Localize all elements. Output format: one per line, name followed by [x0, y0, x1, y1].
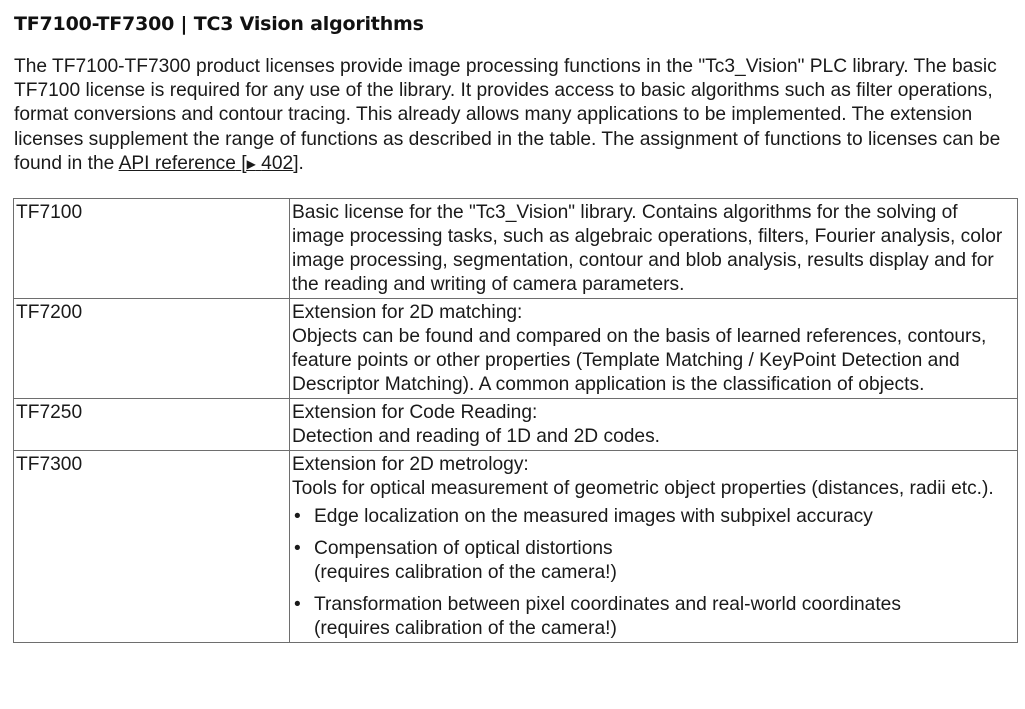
intro-paragraph — [14, 55, 1014, 176]
bullet-icon: • — [294, 594, 301, 615]
feature-note: (requires calibration of the camera!) — [314, 562, 617, 583]
feature-text: Transformation between pixel coordinates and real-world coordinates — [314, 594, 901, 615]
feature-text: Edge localization on the measured images with subpixel accuracy — [314, 506, 873, 527]
description-text: Objects can be found and compared on the basis of learned references, contours, feature points or other properties (Template Matching / KeyPoint Detection and Descriptor Matching). A common application is the classification of objects. — [292, 326, 987, 395]
license-name-cell: TF7250 — [14, 399, 290, 451]
intro-end: . — [298, 152, 304, 174]
api-reference-link[interactable] — [119, 153, 299, 174]
table-row — [14, 199, 1018, 299]
table-row — [14, 399, 1018, 451]
list-item — [292, 505, 1015, 529]
api-reference-link-text: API reference — [118, 152, 236, 174]
api-reference-page: 402 — [261, 152, 294, 174]
license-description-cell — [290, 451, 1018, 643]
description-title: Extension for 2D metrology: — [292, 454, 529, 475]
link-open-bracket: [ — [241, 152, 247, 174]
description-text: Basic license for the "Tc3_Vision" library. Contains algorithms for the solving of image processing tasks, such as algebraic operations, filters, Fourier analysis, color image processing, segmentation, contour and blob analysis, results display and for the reading and writing of camera parameters. — [292, 202, 1003, 295]
license-description-cell — [290, 199, 1018, 299]
description-text: Tools for optical measurement of geometric object properties (distances, radii etc.). — [292, 478, 994, 499]
page-arrow-icon: ▶ — [246, 156, 256, 171]
license-description-cell — [290, 299, 1018, 399]
license-name-cell: TF7200 — [14, 299, 290, 399]
bullet-icon: • — [294, 506, 301, 527]
link-close-bracket: ] — [293, 152, 299, 174]
description-title: Extension for 2D matching: — [292, 302, 523, 323]
feature-text: Compensation of optical distortions — [314, 538, 613, 559]
license-table — [13, 198, 1018, 643]
license-name-cell: TF7100 — [14, 199, 290, 299]
license-name-cell: TF7300 — [14, 451, 290, 643]
bullet-icon: • — [294, 538, 301, 559]
page-heading: TF7100-TF7300 | TC3 Vision algorithms — [14, 13, 424, 35]
license-description-cell — [290, 399, 1018, 451]
table-row — [14, 299, 1018, 399]
feature-list — [292, 505, 1015, 641]
intro-text: The TF7100-TF7300 product licenses provide image processing functions in the "Tc3_Vision" PLC library. The basic TF7100 license is required for any use of the library. It provides access to basic algorithms such as filter operations, format conversions and contour tracing. This already allows many applications to be implemented. The extension licenses supplement the range of functions as described in the table. The assignment of functions to licenses can be found in the — [14, 56, 1001, 174]
table-row — [14, 451, 1018, 643]
list-item — [292, 537, 1015, 585]
description-text: Detection and reading of 1D and 2D codes. — [292, 426, 661, 447]
feature-note: (requires calibration of the camera!) — [314, 618, 617, 639]
description-title: Extension for Code Reading: — [292, 402, 538, 423]
list-item — [292, 593, 1015, 641]
